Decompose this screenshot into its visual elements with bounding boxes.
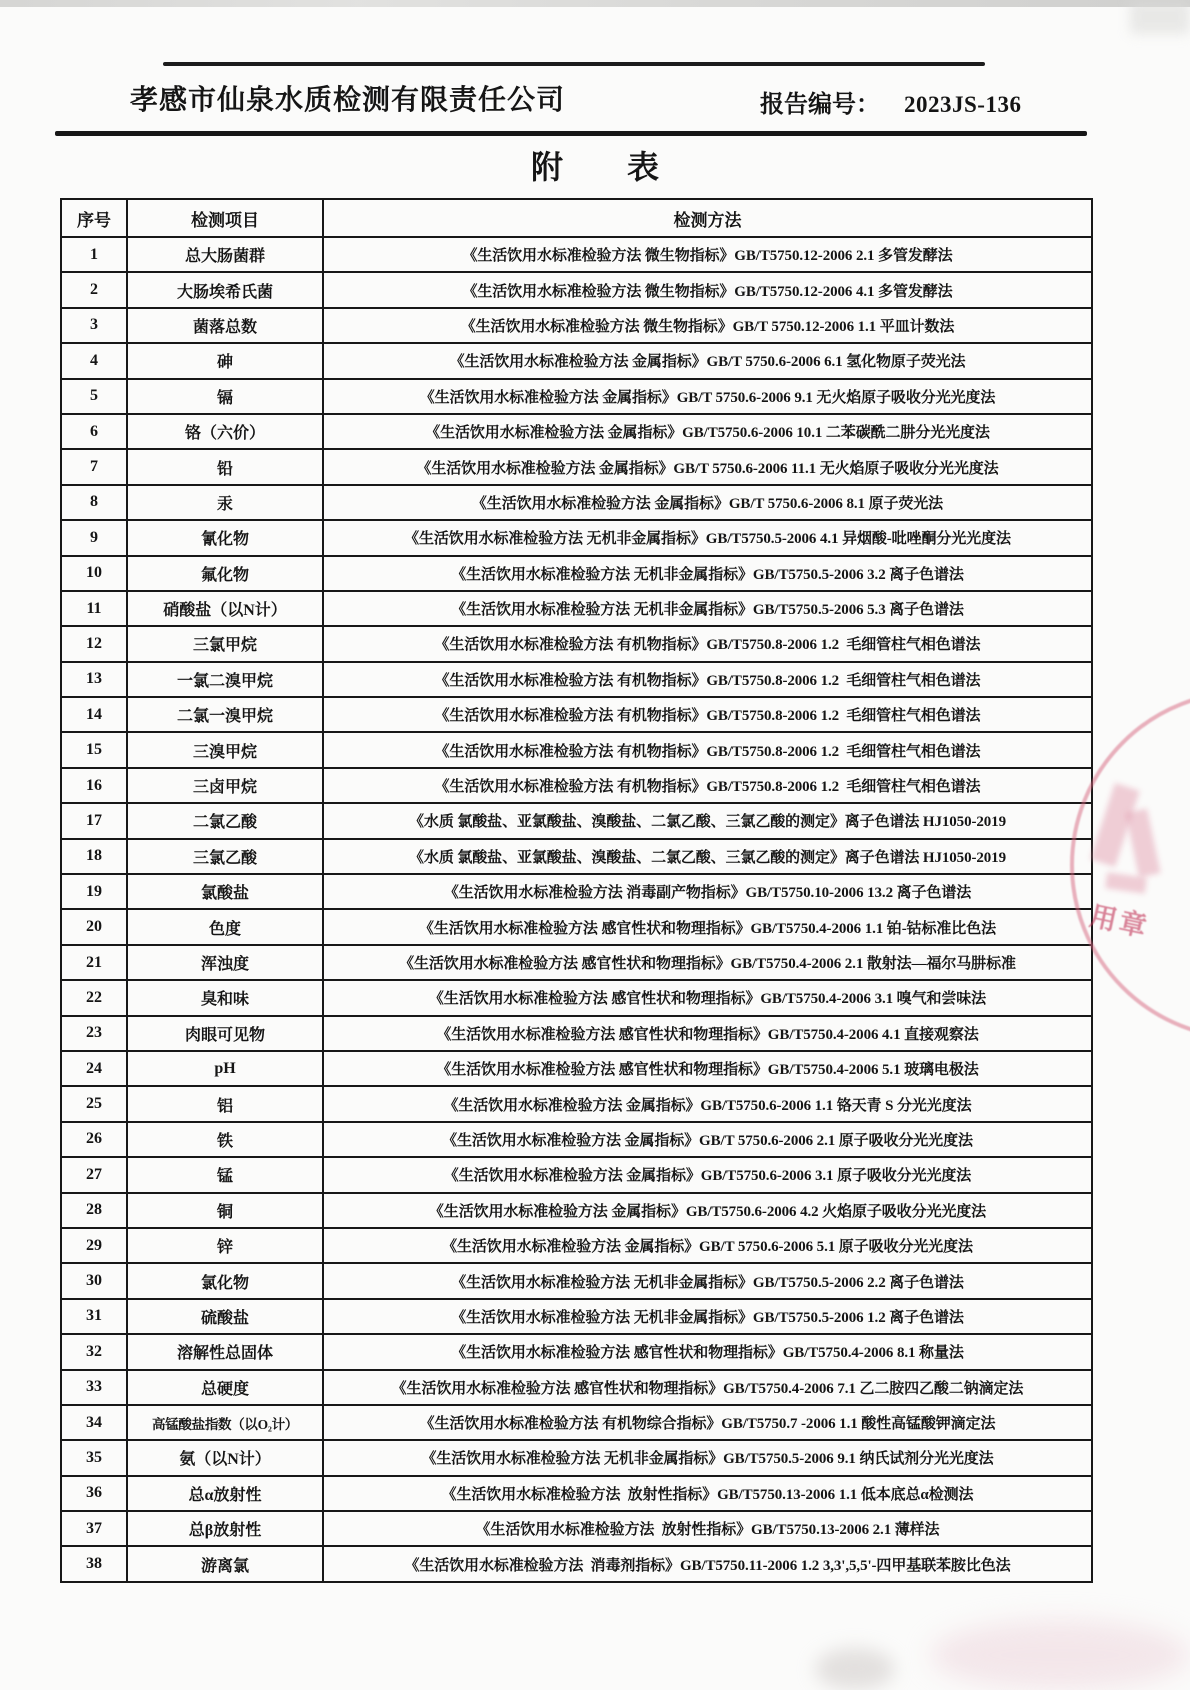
stamp-faint-mark — [1090, 783, 1139, 867]
row-test-method: 《生活饮用水标准检验方法 金属指标》GB/T 5750.6-2006 2.1 原子吸收分光光度法 — [323, 1122, 1092, 1157]
table-row — [61, 909, 1092, 944]
row-test-method: 《生活饮用水标准检验方法 微生物指标》GB/T5750.12-2006 2.1 多管发酵法 — [323, 237, 1092, 272]
col-header-serial: 序号 — [61, 199, 127, 237]
table-row — [61, 980, 1092, 1015]
row-test-item: 硫酸盐 — [127, 1299, 323, 1334]
row-test-item: 大肠埃希氏菌 — [127, 272, 323, 307]
row-test-item: 氰化物 — [127, 520, 323, 555]
table-row — [61, 414, 1092, 449]
row-test-method: 《生活饮用水标准检验方法 有机物指标》GB/T5750.8-2006 1.2 毛细管柱气相色谱法 — [323, 697, 1092, 732]
row-test-method: 《生活饮用水标准检验方法 金属指标》GB/T 5750.6-2006 6.1 氢化物原子荧光法 — [323, 343, 1092, 378]
stamp-faint-mark — [1125, 808, 1160, 877]
row-test-item: 锌 — [127, 1228, 323, 1263]
row-test-method: 《生活饮用水标准检验方法 金属指标》GB/T5750.6-2006 10.1 二苯碳酰二肼分光光度法 — [323, 414, 1092, 449]
row-test-method: 《生活饮用水标准检验方法 感官性状和物理指标》GB/T5750.4-2006 8.1 称量法 — [323, 1334, 1092, 1369]
table-row — [61, 1157, 1092, 1192]
row-test-method: 《生活饮用水标准检验方法 有机物指标》GB/T5750.8-2006 1.2 毛细管柱气相色谱法 — [323, 662, 1092, 697]
row-test-item: 硝酸盐（以N计） — [127, 591, 323, 626]
scan-smudge — [930, 1620, 1190, 1690]
row-serial-number: 6 — [61, 414, 127, 449]
table-row — [61, 556, 1092, 591]
row-test-method: 《生活饮用水标准检验方法 感官性状和物理指标》GB/T5750.4-2006 1.1 铂-钴标准比色法 — [323, 909, 1092, 944]
table-row — [61, 272, 1092, 307]
row-test-item: 高锰酸盐指数（以O₂计） — [127, 1405, 323, 1440]
report-number — [760, 84, 1021, 119]
col-header-method: 检测方法 — [323, 199, 1092, 237]
row-test-item: 氨（以N计） — [127, 1440, 323, 1475]
row-test-method: 《生活饮用水标准检验方法 无机非金属指标》GB/T5750.5-2006 4.1 异烟酸-吡唑酮分光光度法 — [323, 520, 1092, 555]
row-serial-number: 30 — [61, 1263, 127, 1298]
row-test-method: 《生活饮用水标准检验方法 感官性状和物理指标》GB/T5750.4-2006 4.1 直接观察法 — [323, 1016, 1092, 1051]
table-row — [61, 874, 1092, 909]
row-test-item: 铬（六价） — [127, 414, 323, 449]
company-name: 孝感市仙泉水质检测有限责任公司 — [130, 84, 566, 115]
row-serial-number: 29 — [61, 1228, 127, 1263]
row-test-method: 《生活饮用水标准检验方法 消毒副产物指标》GB/T5750.10-2006 13.2 离子色谱法 — [323, 874, 1092, 909]
row-test-method: 《生活饮用水标准检验方法 微生物指标》GB/T 5750.12-2006 1.1 平皿计数法 — [323, 308, 1092, 343]
row-test-item: 氯化物 — [127, 1263, 323, 1298]
row-serial-number: 27 — [61, 1157, 127, 1192]
table-row — [61, 662, 1092, 697]
row-serial-number: 26 — [61, 1122, 127, 1157]
report-number-value: 2023JS-136 — [904, 92, 1022, 117]
row-test-method: 《生活饮用水标准检验方法 无机非金属指标》GB/T5750.5-2006 1.2 离子色谱法 — [323, 1299, 1092, 1334]
row-test-method: 《生活饮用水标准检验方法 无机非金属指标》GB/T5750.5-2006 2.2 离子色谱法 — [323, 1263, 1092, 1298]
scan-corner-shadow — [1130, 0, 1190, 34]
row-test-item: 铝 — [127, 1086, 323, 1121]
row-serial-number: 24 — [61, 1051, 127, 1086]
methods-table — [60, 198, 1093, 1583]
row-test-item: 铅 — [127, 449, 323, 484]
row-test-method: 《生活饮用水标准检验方法 有机物综合指标》GB/T5750.7 -2006 1.1 酸性高锰酸钾滴定法 — [323, 1405, 1092, 1440]
table-row — [61, 1511, 1092, 1546]
row-test-method: 《生活饮用水标准检验方法 放射性指标》GB/T5750.13-2006 1.1 低本底总α检测法 — [323, 1476, 1092, 1511]
table-row — [61, 1440, 1092, 1475]
table-row — [61, 839, 1092, 874]
stamp-faint-mark — [1105, 872, 1147, 893]
row-test-method: 《生活饮用水标准检验方法 金属指标》GB/T 5750.6-2006 11.1 无火焰原子吸收分光光度法 — [323, 449, 1092, 484]
row-test-item: 浑浊度 — [127, 945, 323, 980]
row-test-item: 三氯甲烷 — [127, 626, 323, 661]
row-serial-number: 34 — [61, 1405, 127, 1440]
row-serial-number: 17 — [61, 803, 127, 838]
row-serial-number: 14 — [61, 697, 127, 732]
table-row — [61, 1228, 1092, 1263]
table-row — [61, 626, 1092, 661]
row-test-item: 总大肠菌群 — [127, 237, 323, 272]
row-test-item: 菌落总数 — [127, 308, 323, 343]
table-row — [61, 1263, 1092, 1298]
row-test-method: 《生活饮用水标准检验方法 有机物指标》GB/T5750.8-2006 1.2 毛细管柱气相色谱法 — [323, 768, 1092, 803]
table-row — [61, 343, 1092, 378]
row-test-item: 色度 — [127, 909, 323, 944]
table-row — [61, 1122, 1092, 1157]
row-test-method: 《生活饮用水标准检验方法 感官性状和物理指标》GB/T5750.4-2006 3.1 嗅气和尝味法 — [323, 980, 1092, 1015]
row-test-method: 《生活饮用水标准检验方法 金属指标》GB/T 5750.6-2006 5.1 原子吸收分光光度法 — [323, 1228, 1092, 1263]
row-test-method: 《生活饮用水标准检验方法 无机非金属指标》GB/T5750.5-2006 5.3 离子色谱法 — [323, 591, 1092, 626]
table-row — [61, 308, 1092, 343]
row-serial-number: 15 — [61, 732, 127, 767]
row-test-method: 《生活饮用水标准检验方法 有机物指标》GB/T5750.8-2006 1.2 毛细管柱气相色谱法 — [323, 626, 1092, 661]
row-serial-number: 33 — [61, 1370, 127, 1405]
row-test-method: 《生活饮用水标准检验方法 放射性指标》GB/T5750.13-2006 2.1 薄样法 — [323, 1511, 1092, 1546]
table-row — [61, 485, 1092, 520]
row-serial-number: 35 — [61, 1440, 127, 1475]
row-test-method: 《生活饮用水标准检验方法 金属指标》GB/T5750.6-2006 1.1 铬天青 S 分光光度法 — [323, 1086, 1092, 1121]
row-test-item: 铜 — [127, 1193, 323, 1228]
row-test-item: 锰 — [127, 1157, 323, 1192]
table-row — [61, 237, 1092, 272]
row-test-item: 镉 — [127, 379, 323, 414]
row-serial-number: 7 — [61, 449, 127, 484]
row-test-method: 《生活饮用水标准检验方法 消毒剂指标》GB/T5750.11-2006 1.2 3,3',5,5'-四甲基联苯胺比色法 — [323, 1546, 1092, 1581]
row-test-item: 氯酸盐 — [127, 874, 323, 909]
row-test-item: pH — [127, 1051, 323, 1086]
scan-edge-band — [0, 0, 1190, 7]
table-row — [61, 591, 1092, 626]
table-row — [61, 732, 1092, 767]
row-serial-number: 4 — [61, 343, 127, 378]
stamp-text: 用章 — [1087, 901, 1152, 943]
row-test-item: 铁 — [127, 1122, 323, 1157]
table-row — [61, 449, 1092, 484]
table-row — [61, 1086, 1092, 1121]
row-serial-number: 37 — [61, 1511, 127, 1546]
row-serial-number: 9 — [61, 520, 127, 555]
row-test-item: 总α放射性 — [127, 1476, 323, 1511]
row-test-item: 汞 — [127, 485, 323, 520]
header-divider-rule — [55, 131, 1087, 136]
row-serial-number: 12 — [61, 626, 127, 661]
table-row — [61, 379, 1092, 414]
table-body — [61, 237, 1092, 1582]
table-header-row — [61, 199, 1092, 237]
row-test-method: 《生活饮用水标准检验方法 金属指标》GB/T 5750.6-2006 9.1 无火焰原子吸收分光光度法 — [323, 379, 1092, 414]
row-test-item: 砷 — [127, 343, 323, 378]
table-row — [61, 697, 1092, 732]
row-test-method: 《生活饮用水标准检验方法 感官性状和物理指标》GB/T5750.4-2006 2.1 散射法—福尔马肼标准 — [323, 945, 1092, 980]
row-serial-number: 31 — [61, 1299, 127, 1334]
row-test-method: 《生活饮用水标准检验方法 无机非金属指标》GB/T5750.5-2006 3.2 离子色谱法 — [323, 556, 1092, 591]
row-serial-number: 13 — [61, 662, 127, 697]
row-test-method: 《生活饮用水标准检验方法 金属指标》GB/T5750.6-2006 3.1 原子吸收分光光度法 — [323, 1157, 1092, 1192]
row-test-item: 三卤甲烷 — [127, 768, 323, 803]
row-serial-number: 3 — [61, 308, 127, 343]
row-serial-number: 25 — [61, 1086, 127, 1121]
row-test-method: 《生活饮用水标准检验方法 有机物指标》GB/T5750.8-2006 1.2 毛细管柱气相色谱法 — [323, 732, 1092, 767]
page-title: 附 表 — [530, 149, 659, 185]
table-row — [61, 1334, 1092, 1369]
row-serial-number: 11 — [61, 591, 127, 626]
row-serial-number: 38 — [61, 1546, 127, 1581]
row-test-item: 三溴甲烷 — [127, 732, 323, 767]
row-test-method: 《水质 氯酸盐、亚氯酸盐、溴酸盐、二氯乙酸、三氯乙酸的测定》离子色谱法 HJ1050-2019 — [323, 839, 1092, 874]
row-test-item: 氟化物 — [127, 556, 323, 591]
table-row — [61, 1546, 1092, 1581]
table-row — [61, 1476, 1092, 1511]
row-serial-number: 18 — [61, 839, 127, 874]
row-test-item: 二氯一溴甲烷 — [127, 697, 323, 732]
row-serial-number: 16 — [61, 768, 127, 803]
row-test-method: 《生活饮用水标准检验方法 感官性状和物理指标》GB/T5750.4-2006 7.1 乙二胺四乙酸二钠滴定法 — [323, 1370, 1092, 1405]
table-row — [61, 1051, 1092, 1086]
row-test-item: 三氯乙酸 — [127, 839, 323, 874]
table-row — [61, 768, 1092, 803]
row-test-method: 《生活饮用水标准检验方法 无机非金属指标》GB/T5750.5-2006 9.1 纳氏试剂分光光度法 — [323, 1440, 1092, 1475]
table-row — [61, 1299, 1092, 1334]
page-top-rule — [163, 62, 985, 66]
row-serial-number: 8 — [61, 485, 127, 520]
row-test-method: 《生活饮用水标准检验方法 感官性状和物理指标》GB/T5750.4-2006 5.1 玻璃电极法 — [323, 1051, 1092, 1086]
row-serial-number: 5 — [61, 379, 127, 414]
row-test-item: 肉眼可见物 — [127, 1016, 323, 1051]
row-test-item: 臭和味 — [127, 980, 323, 1015]
report-number-label: 报告编号： — [760, 92, 880, 118]
row-test-method: 《生活饮用水标准检验方法 金属指标》GB/T5750.6-2006 4.2 火焰原子吸收分光光度法 — [323, 1193, 1092, 1228]
row-serial-number: 2 — [61, 272, 127, 307]
row-serial-number: 1 — [61, 237, 127, 272]
row-test-method: 《生活饮用水标准检验方法 微生物指标》GB/T5750.12-2006 4.1 多管发酵法 — [323, 272, 1092, 307]
row-serial-number: 23 — [61, 1016, 127, 1051]
row-serial-number: 22 — [61, 980, 127, 1015]
table-row — [61, 803, 1092, 838]
row-serial-number: 20 — [61, 909, 127, 944]
table-row — [61, 520, 1092, 555]
table-row — [61, 1016, 1092, 1051]
row-test-item: 总硬度 — [127, 1370, 323, 1405]
row-test-method: 《生活饮用水标准检验方法 金属指标》GB/T 5750.6-2006 8.1 原子荧光法 — [323, 485, 1092, 520]
row-serial-number: 28 — [61, 1193, 127, 1228]
table-row — [61, 1370, 1092, 1405]
table-header — [61, 199, 1092, 237]
row-test-item: 溶解性总固体 — [127, 1334, 323, 1369]
row-serial-number: 32 — [61, 1334, 127, 1369]
table-row — [61, 1405, 1092, 1440]
row-serial-number: 21 — [61, 945, 127, 980]
row-test-item: 一氯二溴甲烷 — [127, 662, 323, 697]
row-serial-number: 36 — [61, 1476, 127, 1511]
row-test-item: 游离氯 — [127, 1546, 323, 1581]
col-header-item: 检测项目 — [127, 199, 323, 237]
row-serial-number: 19 — [61, 874, 127, 909]
row-test-item: 总β放射性 — [127, 1511, 323, 1546]
table-row — [61, 945, 1092, 980]
row-test-method: 《水质 氯酸盐、亚氯酸盐、溴酸盐、二氯乙酸、三氯乙酸的测定》离子色谱法 HJ1050-2019 — [323, 803, 1092, 838]
row-serial-number: 10 — [61, 556, 127, 591]
row-test-item: 二氯乙酸 — [127, 803, 323, 838]
table-row — [61, 1193, 1092, 1228]
